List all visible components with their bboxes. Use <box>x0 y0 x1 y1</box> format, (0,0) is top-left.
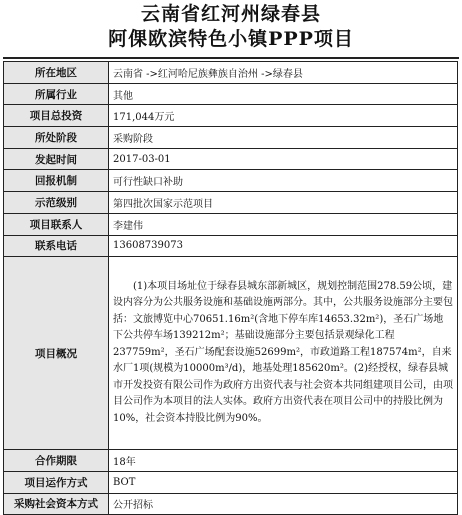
row-value: 公开招标 <box>109 493 458 515</box>
row-label: 所在地区 <box>4 62 109 84</box>
row-label: 示范级别 <box>4 192 109 214</box>
title-line-1: 云南省红河州绿春县 <box>140 3 321 25</box>
row-label: 发起时间 <box>4 148 109 170</box>
row-value: 采购阶段 <box>109 127 458 149</box>
table-row <box>4 83 458 105</box>
table-row <box>4 213 458 235</box>
row-label: 采购社会资本方式 <box>4 493 109 515</box>
row-label: 联系电话 <box>4 235 109 257</box>
row-value: 可行性缺口补助 <box>109 170 458 192</box>
row-value: 其他 <box>109 83 458 105</box>
row-value: 171,044万元 <box>109 105 458 127</box>
row-label: 所处阶段 <box>4 127 109 149</box>
row-value: 13608739073 <box>109 235 458 257</box>
title-divider <box>3 57 459 59</box>
overview-label: 项目概况 <box>4 257 109 450</box>
table-row <box>4 493 458 515</box>
row-value: 云南省 ->红河哈尼族彝族自治州 ->绿春县 <box>109 62 458 84</box>
table-row <box>4 62 458 84</box>
row-label: 回报机制 <box>4 170 109 192</box>
row-label: 项目运作方式 <box>4 471 109 493</box>
row-label: 合作期限 <box>4 450 109 472</box>
document-title <box>3 2 459 53</box>
table-row <box>4 170 458 192</box>
row-value: 第四批次国家示范项目 <box>109 192 458 214</box>
row-value: BOT <box>109 471 458 493</box>
table-row <box>4 471 458 493</box>
table-row-overview <box>4 257 458 450</box>
row-value: 2017-03-01 <box>109 148 458 170</box>
table-row <box>4 192 458 214</box>
row-label: 项目总投资 <box>4 105 109 127</box>
row-value: 李建伟 <box>109 213 458 235</box>
table-row <box>4 235 458 257</box>
overview-text: (1)本项目场址位于绿春县城东部新城区，规划控制范围278.59公顷，建设内容分为公共服务设施和基础设施两部分。其中，公共服务设施部分主要包括：文旅博览中心70651.16m²(含地下停车库14653.32m²)，圣石广场地下公共停车场139212m²；基础设施部分主要包括景观绿化工程237759m²，圣石广场配套设施52699m²，市政道路工程187574m²，自来水厂1项(规模为10000m³/d)，地基处理185620m²。(2)经授权，绿春县城市开发投资有限公司作为政府方出资代表与社会资本共同组建项目公司，由项目公司作为本项目的法人实体。政府方出资代表在项目公司中的持股比例为10%，社会资本持股比例为90%。 <box>109 257 458 450</box>
table-row <box>4 148 458 170</box>
row-value: 18年 <box>109 450 458 472</box>
row-label: 项目联系人 <box>4 213 109 235</box>
table-row <box>4 450 458 472</box>
document-page <box>0 2 462 512</box>
title-line-2: 阿倮欧滨特色小镇PPP项目 <box>108 28 354 50</box>
table-row <box>4 127 458 149</box>
row-label: 所属行业 <box>4 83 109 105</box>
project-info-table <box>3 61 458 515</box>
table-row <box>4 105 458 127</box>
